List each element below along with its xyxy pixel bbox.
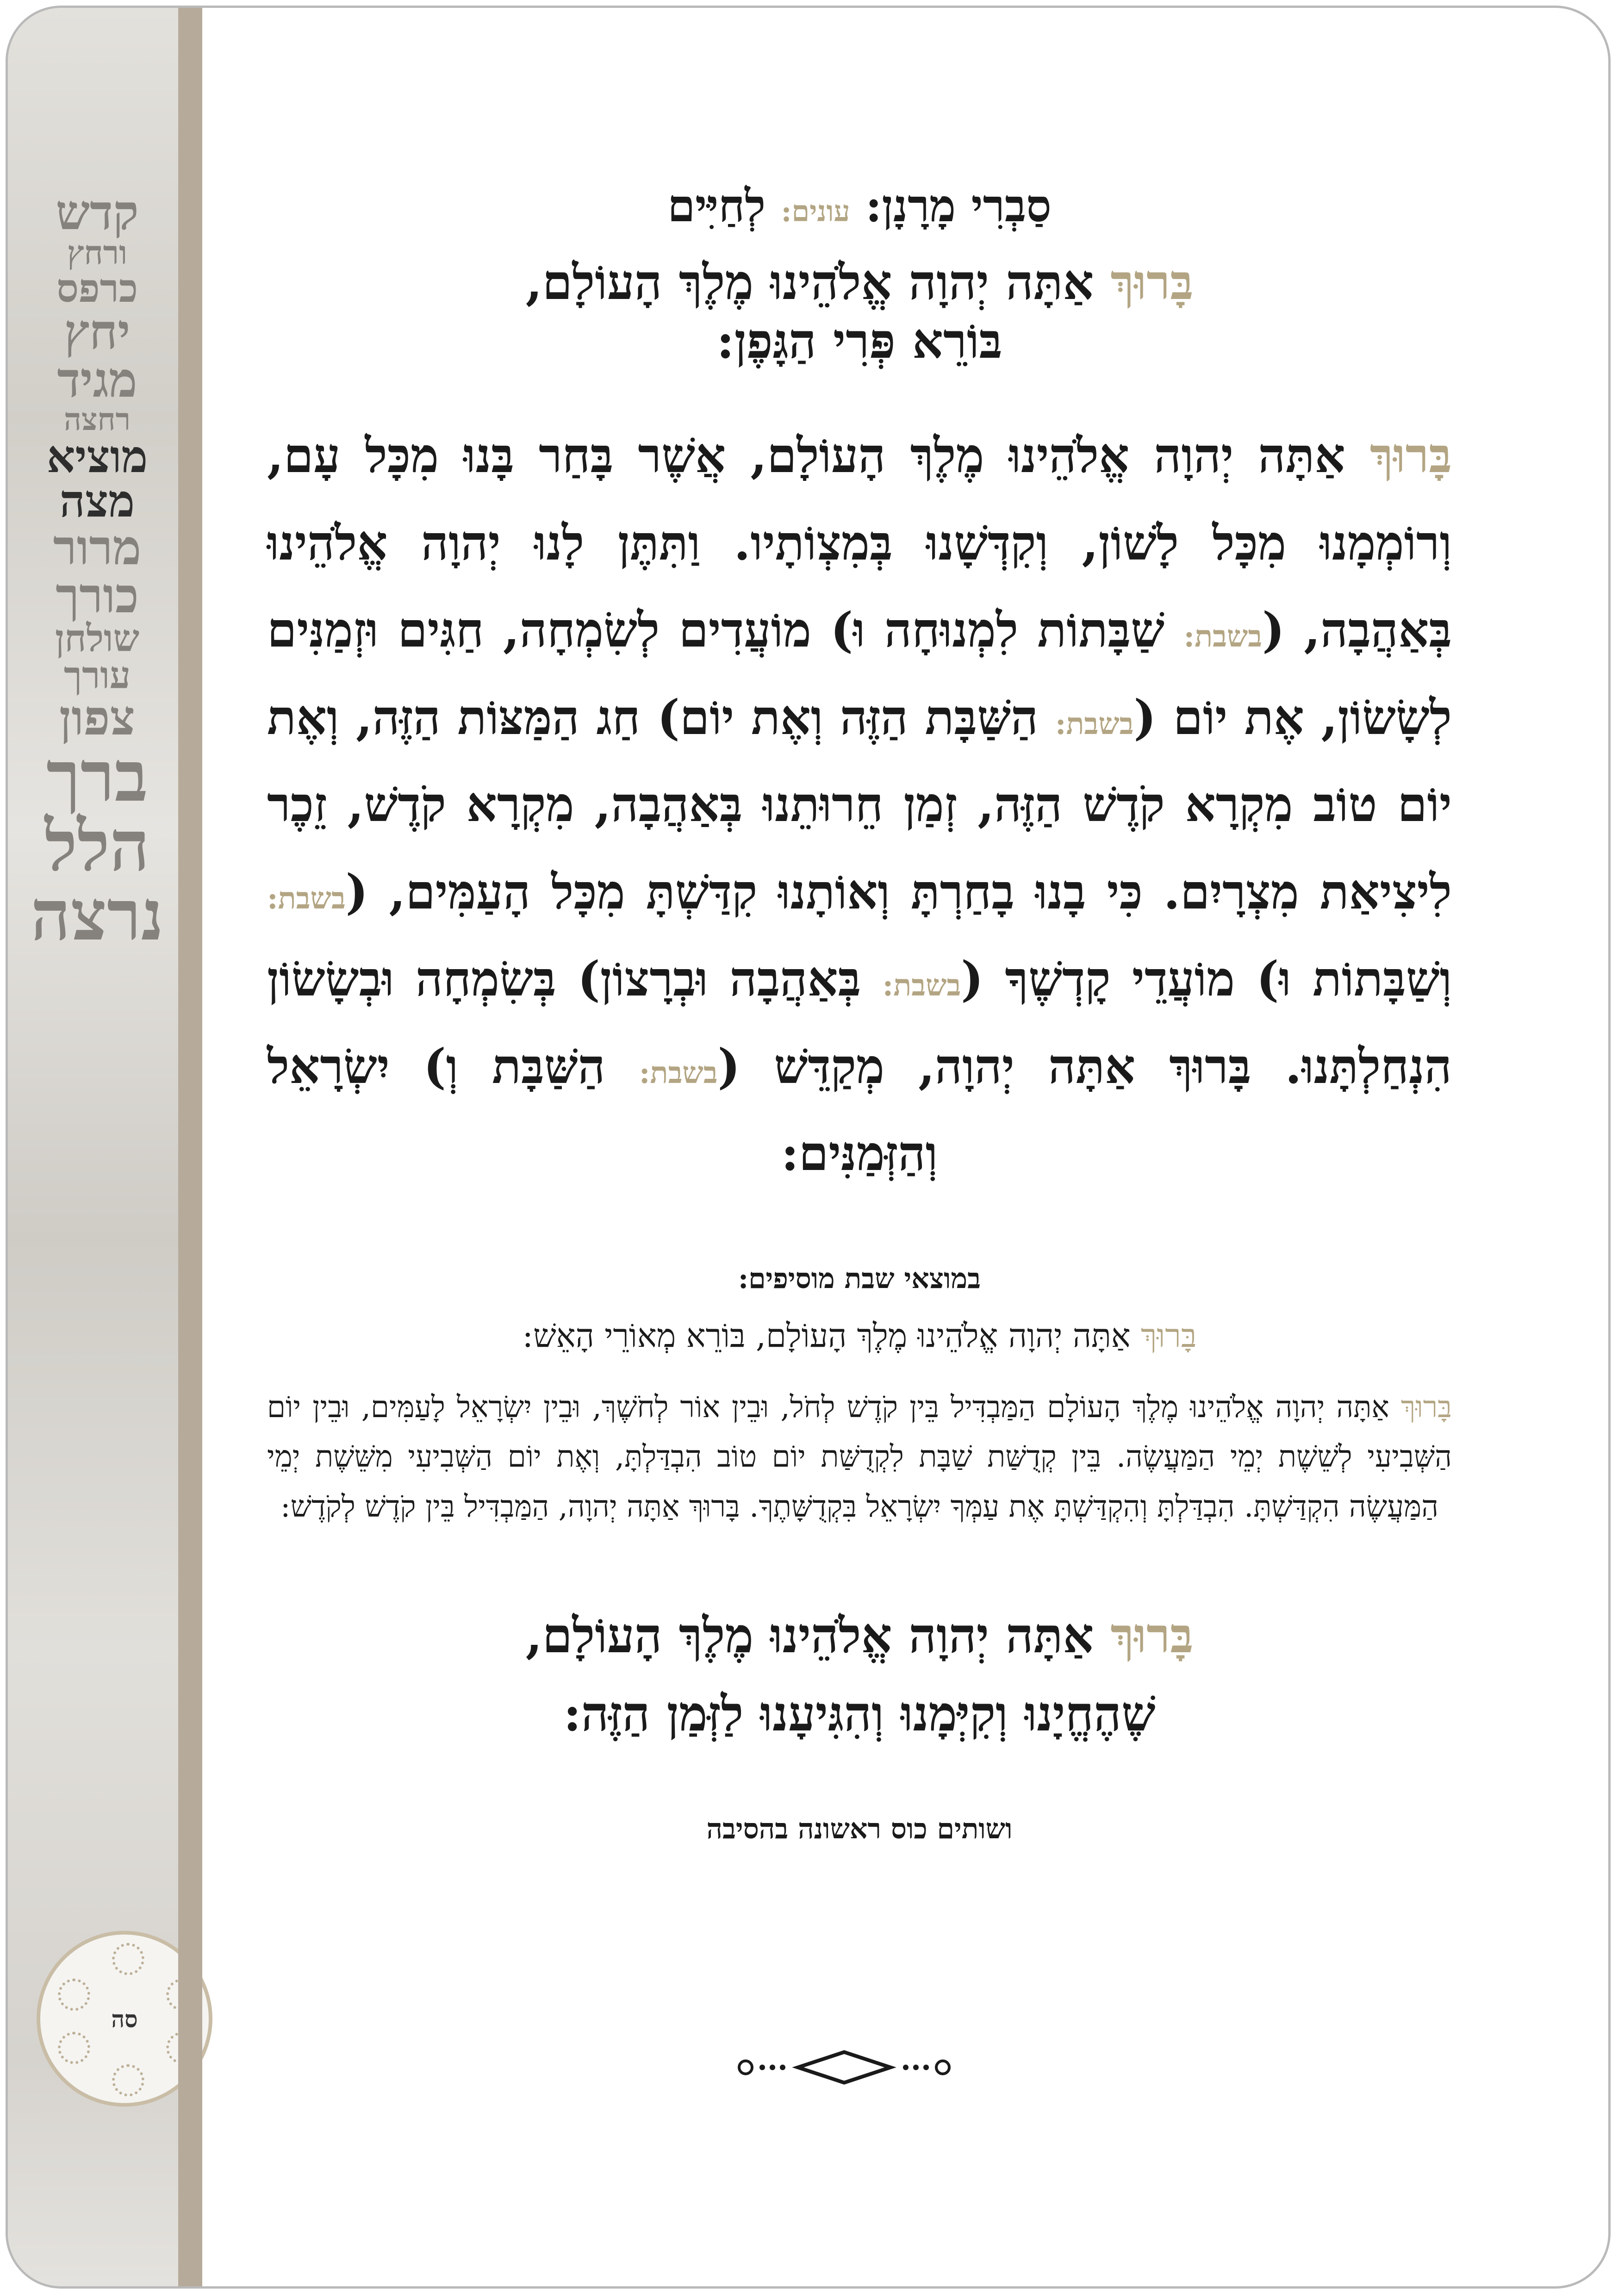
seder-step: קדש (56, 184, 139, 241)
kiddush-paragraph (267, 412, 1452, 1197)
seder-step: כורך (56, 567, 139, 624)
wine-blessing-line2: בּוֹרֵא פְּרִי הַגָּפֶן: (716, 312, 1002, 370)
closing-instruction: ושותים כוס ראשונה בהסיבה (706, 1813, 1013, 1846)
savri-maranan-line (267, 180, 1452, 232)
shehecheyanu-line2: שֶׁהֶחֱיָנוּ וְקִיְּמָנוּ וְהִגִּיעָנוּ לַזְּמַן הַזֶּה: (563, 1685, 1156, 1742)
onim-label: עונים: (781, 194, 850, 228)
page-frame (6, 6, 1611, 2289)
shehecheyanu-line1 (267, 1597, 1452, 1674)
kiddush-text-3: הַשַּׁבָּת הַזֶּה וְאֶת יוֹם) חַג הַמַּצּוֹת הַזֶּה, וְאֶת יוֹם טוֹב מִקְרָא קֹדֶשׁ הַזֶּה, זְמַן חֵרוּתֵנוּ בְּאַהֲבָה, מִקְרָא קֹדֶשׁ, זֵכֶר לִיצִיאַת מִצְרָיִם. כִּי בָנוּ בָחַרְתָּ וְאוֹתָנוּ קִדַּשְׁתָּ מִכָּל הָעַמִּים, ( (267, 689, 1452, 920)
baruch-word: בָּרוּךְ (1369, 428, 1452, 484)
seder-step: ברך (46, 736, 148, 817)
savri-prefix: סַבְרִי מָרָנָן: (865, 180, 1052, 232)
kiddush-text-1: אַתָּה יְהוָה אֱלֹהֵינוּ מֶלֶךְ הָעוֹלָם, אֲשֶׁר בָּחַר בָּנוּ מִכָּל עָם, וְרוֹמְמָנוּ מִכָּל לָשׁוֹן, וְקִדְּשָׁנוּ בְּמִצְוֹתָיו. וַתִּתֶּן לָנוּ יְהוָה אֱלֹהֵינוּ בְּאַהֲבָה, ( (267, 428, 1452, 659)
havdalah-text: אַתָּה יְהוָה אֱלֹהֵינוּ מֶלֶךְ הָעוֹלָם הַמַּבְדִּיל בֵּין קֹדֶשׁ לְחֹל, וּבֵין אוֹר לְחֹשֶׁךְ, וּבֵין יִשְׂרָאֵל לָעַמִּים, וּבֵין יוֹם הַשְּׁבִיעִי לְשֵׁשֶׁת יְמֵי הַמַּעֲשֶׂה. בֵּין קְדֻשַּׁת שַׁבָּת לִקְדֻשַּׁת יוֹם טוֹב הִבְדַּלְתָּ, וְאֶת יוֹם הַשְּׁבִיעִי מִשֵּׁשֶׁת יְמֵי הַמַּעֲשֶׂה הִקְדַּשְׁתָּ. הִבְדַּלְתָּ וְהִקְדַּשְׁתָּ אֶת עַמְּךָ יִשְׂרָאֵל בִּקְדֻשָּׁתֶךָ. בָּרוּךְ אַתָּה יְהוָה, הַמַּבְדִּיל בֵּין קֹדֶשׁ לְקֹדֶשׁ: (267, 1390, 1452, 1524)
fire-blessing (267, 1316, 1452, 1355)
motzei-shabbat-heading: במוצאי שבת מוסיפים: (738, 1262, 981, 1295)
seder-step: כרפס (56, 265, 138, 311)
seder-step: מגיד (57, 351, 137, 408)
shabbat-note: בשבת: (267, 881, 346, 916)
seder-step: ורחץ (67, 233, 128, 272)
kiddush-text-4: וְשַׁבָּתוֹת וּ) מוֹעֲדֵי קָדְשֶׁךָ ( (961, 951, 1452, 1008)
seder-step: מרור (53, 519, 142, 576)
baruch-word: בָּרוּךְ (1400, 1390, 1452, 1425)
kiddush-text-2: שַׁבָּתוֹת לִמְנוּחָה וּ) מוֹעֲדִים לְשִׂמְחָה, חַגִּים וּזְמַנִּים לְשָׂשׂוֹן, אֶת יוֹם ( (267, 602, 1452, 746)
seder-step: הלל (44, 805, 150, 887)
seder-step: רחצה (63, 401, 131, 437)
seder-step: מוציא מצה (46, 430, 148, 527)
baruch-word: בָּרוּךְ (1110, 1607, 1194, 1664)
baruch-word: בָּרוּךְ (1141, 1316, 1197, 1355)
shabbat-note: בשבת: (639, 1055, 718, 1090)
baruch-word: בָּרוּךְ (1110, 254, 1194, 311)
divider-ornament-icon (735, 2047, 953, 2088)
page-number: סה (111, 2005, 138, 2033)
seder-sidebar (8, 8, 202, 2286)
havdalah-paragraph (267, 1383, 1452, 1532)
seder-step: נרצה (31, 875, 164, 956)
shehecheyanu-blessing (267, 1597, 1452, 1753)
shehecheyanu-text: אַתָּה יְהוָה אֱלֹהֵינוּ מֶלֶךְ הָעוֹלָם, (525, 1607, 1094, 1664)
seder-step: יחץ (64, 303, 131, 360)
wine-blessing-text: אַתָּה יְהוָה אֱלֹהֵינוּ מֶלֶךְ הָעוֹלָם, (525, 254, 1094, 311)
page-number-badge (37, 1931, 212, 2107)
haggadah-text (267, 180, 1452, 1873)
seder-steps-list (21, 184, 174, 956)
kiddush-text-5: בְּאַהֲבָה וּבְרָצוֹן) בְּשִׂמְחָה וּבְשָׂשׂוֹן הִנְחַלְתָּנוּ. בָּרוּךְ אַתָּה יְהוָה, מְקַדֵּשׁ ( (267, 951, 1452, 1095)
wine-blessing-line1 (267, 254, 1452, 311)
seder-step: צפון (59, 689, 136, 746)
shabbat-note: בשבת: (1055, 706, 1134, 741)
lechaim: לְחַיִּים (667, 180, 766, 232)
seder-step: שולחן עורך (55, 616, 140, 697)
fire-blessing-text: אַתָּה יְהוָה אֱלֹהֵינוּ מֶלֶךְ הָעוֹלָם, בּוֹרֵא מְאוֹרֵי הָאֵשׁ: (522, 1316, 1131, 1355)
kiddush-text-6: הַשַּׁבָּת וְ) יִשְׂרָאֵל וְהַזְּמַנִּים: (267, 1038, 938, 1182)
shabbat-note: בשבת: (1183, 619, 1263, 654)
shabbat-note: בשבת: (882, 968, 961, 1003)
